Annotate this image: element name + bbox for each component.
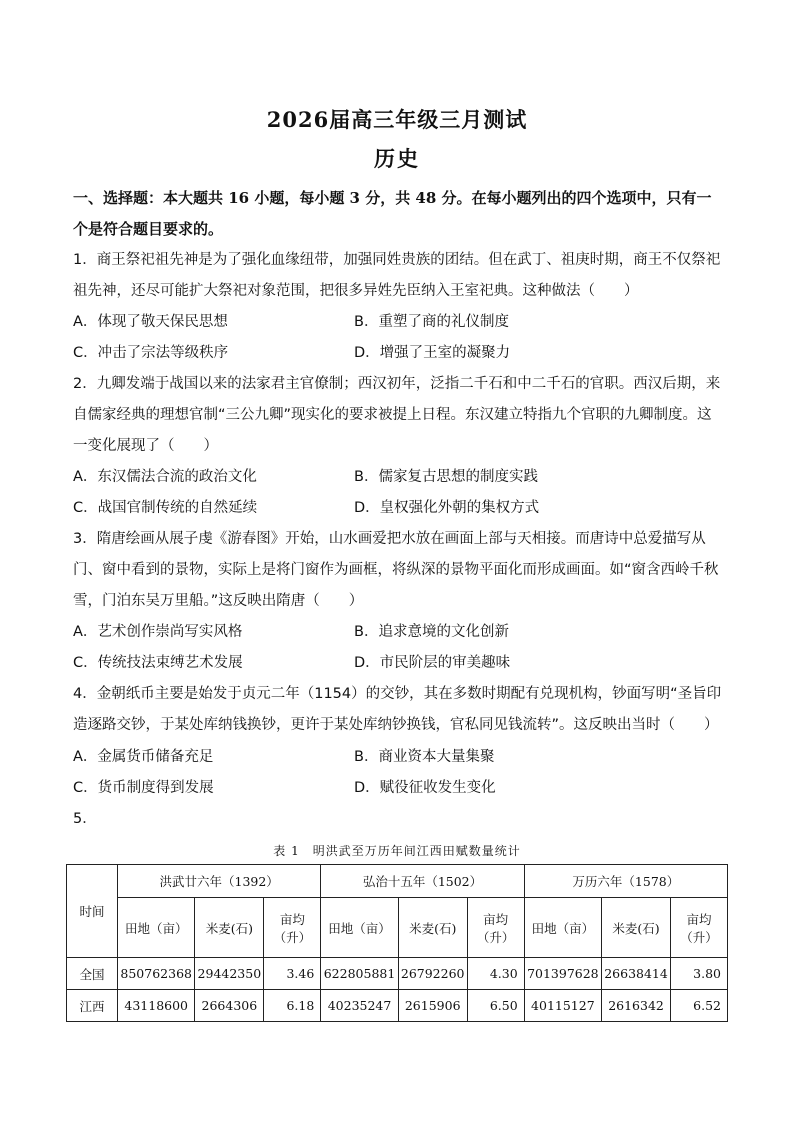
exam-subject: 历史 <box>374 146 420 171</box>
option-a: A．金属货币储备充足 <box>73 749 214 765</box>
question-5-stem: 5． <box>73 811 97 827</box>
period-header: 万历六年（1578） <box>524 865 727 898</box>
grain-column-header: 米麦(石) <box>398 898 467 958</box>
table-cell: 6.52 <box>671 990 728 1022</box>
option-c: C．战国官制传统的自然延续 <box>73 500 258 516</box>
option-a: A．体现了敬天保民思想 <box>73 314 228 330</box>
table-cell: 2664306 <box>195 990 264 1022</box>
option-d: D．增强了王室的凝聚力 <box>354 345 511 361</box>
grain-column-header: 米麦(石) <box>195 898 264 958</box>
table-cell: 3.80 <box>671 958 728 990</box>
land-column-header: 田地（亩） <box>321 898 398 958</box>
table-row <box>67 990 728 1022</box>
tax-statistics-table <box>66 864 728 1022</box>
grain-column-header: 米麦(石) <box>602 898 671 958</box>
table-cell: 3.46 <box>264 958 321 990</box>
per-mu-column-header <box>671 898 728 958</box>
table-cell: 622805881 <box>321 958 398 990</box>
per-mu-column-header <box>467 898 524 958</box>
question-2-stem: 2．九卿发端于战国以来的法家君主官僚制；西汉初年，泛指二千石和中二千石的官职。西汉后期，来自儒家经典的理想官制“三公九卿”现实化的要求被提上日程。东汉建立特指九个官职的九卿制度。这一变化展现了（ ） <box>73 376 721 454</box>
section-heading: 一、选择题：本大题共 16 小题，每小题 3 分，共 48 分。在每小题列出的四个选项中，只有一个是符合题目要求的。 <box>73 189 712 238</box>
time-header: 时间 <box>67 865 118 958</box>
land-column-header: 田地（亩） <box>118 898 195 958</box>
table-cell: 2615906 <box>398 990 467 1022</box>
region-cell: 全国 <box>67 958 118 990</box>
table-cell: 40115127 <box>524 990 601 1022</box>
option-d: D．赋役征收发生变化 <box>354 780 496 796</box>
exam-title: 2026届高三年级三月测试 <box>266 107 528 132</box>
option-b: B．儒家复古思想的制度实践 <box>354 469 538 485</box>
table-cell: 6.50 <box>467 990 524 1022</box>
table-row <box>67 958 728 990</box>
per-mu-unit: （升） <box>476 929 515 945</box>
per-mu-label: 亩均 <box>686 911 712 927</box>
option-b: B．商业资本大量集聚 <box>354 749 495 765</box>
question-3-stem: 3．隋唐绘画从展子虔《游春图》开始，山水画爱把水放在画面上部与天相接。而唐诗中总爱描写从门、窗中看到的景物，实际上是将门窗作为画框，将纵深的景物平面化而形成画面。如“窗含西岭千秋雪，门泊东吴万里船。”这反映出隋唐（ ） <box>73 531 719 609</box>
option-a: A．东汉儒法合流的政治文化 <box>73 469 257 485</box>
question-4-stem: 4．金朝纸币主要是始发于贞元二年（1154）的交钞，其在多数时期配有兑现机构，钞面写明“圣旨印造逐路交钞，于某处库纳钱换钞，更许于某处库纳钞换钱，官私同见钱流转”。这反映出当时（ ） <box>73 686 722 733</box>
per-mu-unit: （升） <box>680 929 718 945</box>
per-mu-column-header <box>264 898 321 958</box>
region-cell: 江西 <box>67 990 118 1022</box>
option-b: B．重塑了商的礼仪制度 <box>354 314 509 330</box>
per-mu-label: 亩均 <box>483 911 509 927</box>
per-mu-label: 亩均 <box>279 911 305 927</box>
table-cell: 6.18 <box>264 990 321 1022</box>
table-cell: 43118600 <box>118 990 195 1022</box>
question-4-options <box>73 742 725 804</box>
land-column-header: 田地（亩） <box>524 898 601 958</box>
table-cell: 40235247 <box>321 990 398 1022</box>
table-cell: 850762368 <box>118 958 195 990</box>
option-c: C．货币制度得到发展 <box>73 780 214 796</box>
option-c: C．冲击了宗法等级秩序 <box>73 345 229 361</box>
question-1-stem: 1．商王祭祀祖先神是为了强化血缘纽带，加强同姓贵族的团结。但在武丁、祖庚时期，商王不仅祭祀祖先神，还尽可能扩大祭祀对象范围，把很多异姓先臣纳入王室祀典。这种做法（ ） <box>73 252 721 299</box>
option-d: D．皇权强化外朝的集权方式 <box>354 500 540 516</box>
table-caption: 表 1 明洪武至万历年间江西田赋数量统计 <box>273 844 521 858</box>
table-cell: 26638414 <box>602 958 671 990</box>
option-d: D．市民阶层的审美趣味 <box>354 655 511 671</box>
table-header-row <box>67 865 728 898</box>
question-3-options <box>73 617 725 679</box>
table-cell: 701397628 <box>524 958 601 990</box>
table-cell: 2616342 <box>602 990 671 1022</box>
question-2-options <box>73 462 725 524</box>
option-c: C．传统技法束缚艺术发展 <box>73 655 243 671</box>
option-a: A．艺术创作崇尚写实风格 <box>73 624 243 640</box>
table-cell: 4.30 <box>467 958 524 990</box>
period-header: 洪武廿六年（1392） <box>118 865 321 898</box>
period-header: 弘治十五年（1502） <box>321 865 524 898</box>
table-subheader-row <box>67 898 728 958</box>
option-b: B．追求意境的文化创新 <box>354 624 509 640</box>
table-cell: 29442350 <box>195 958 264 990</box>
per-mu-unit: （升） <box>273 929 312 945</box>
table-cell: 26792260 <box>398 958 467 990</box>
question-1-options <box>73 307 725 369</box>
